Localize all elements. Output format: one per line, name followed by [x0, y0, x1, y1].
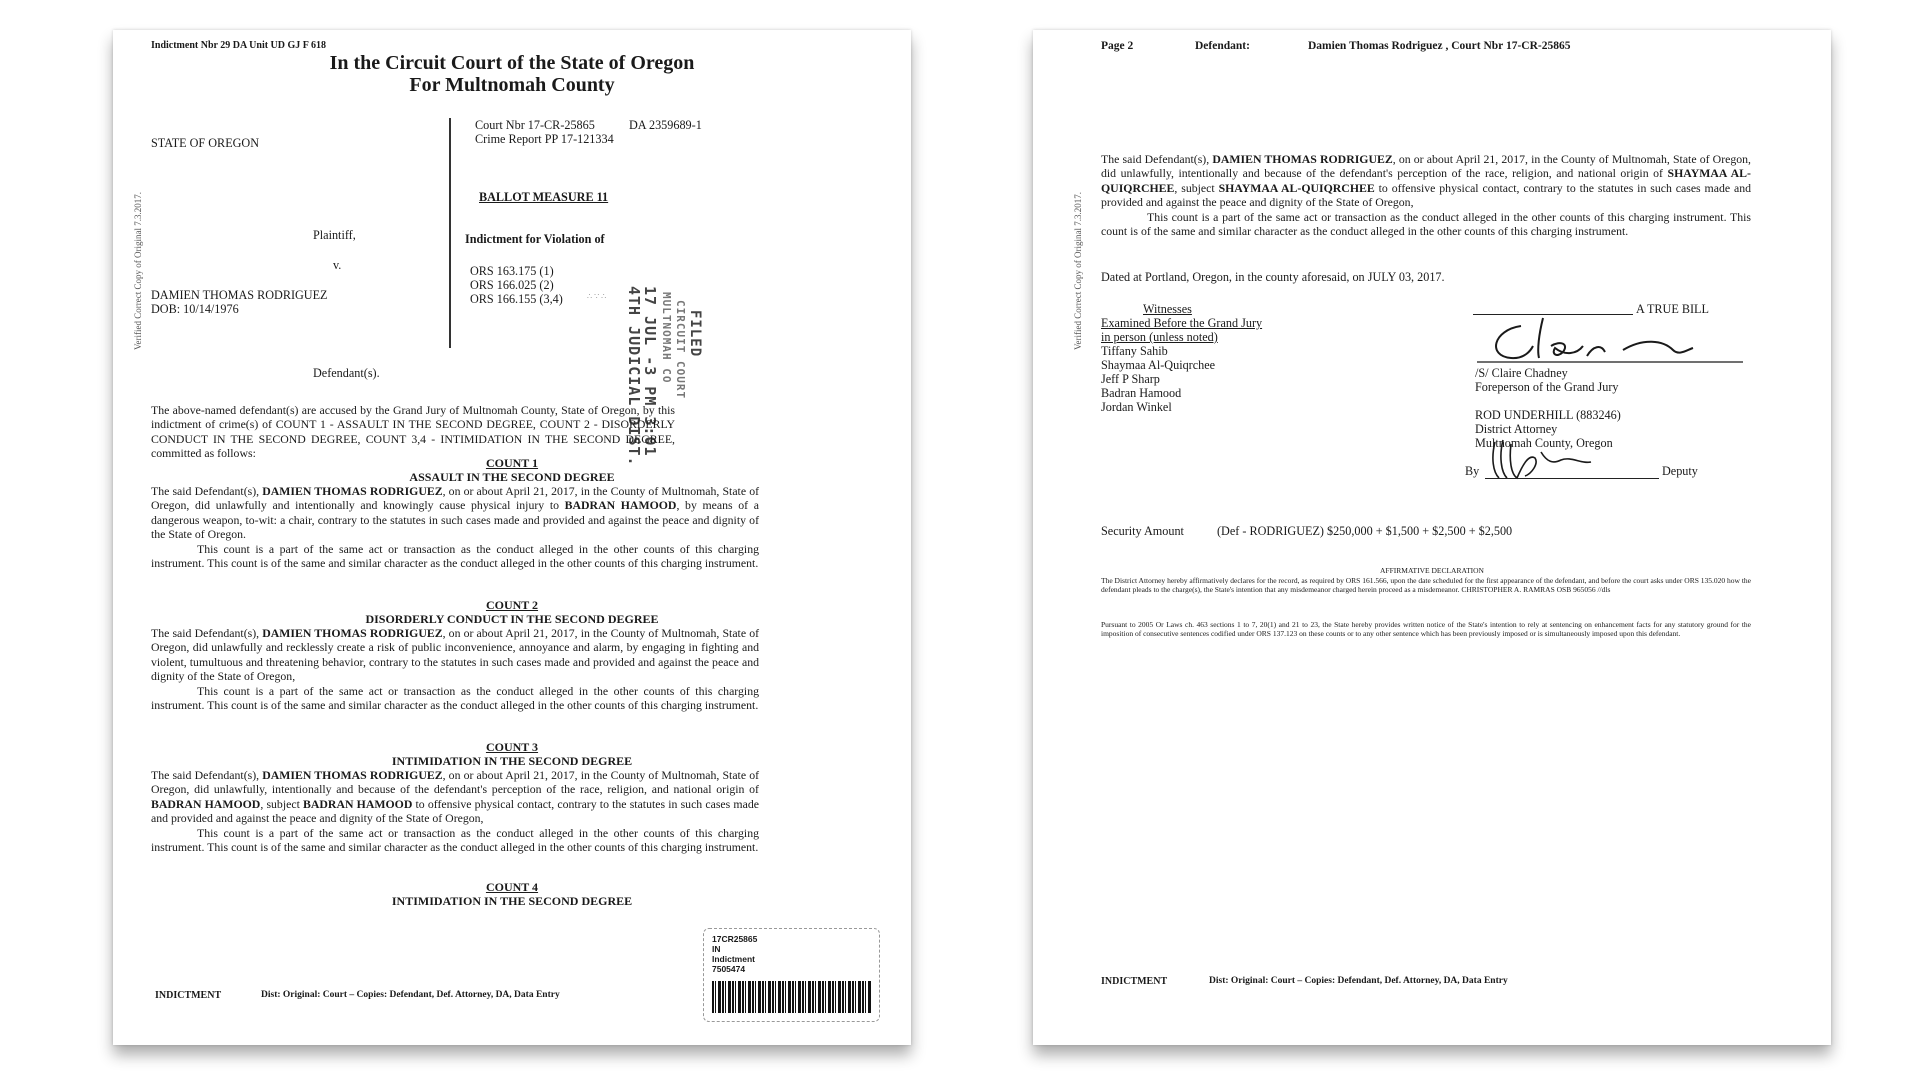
- witness-2: Shaymaa Al-Quiqrchee: [1101, 358, 1216, 372]
- count-1-body-pre: The said Defendant(s),: [151, 484, 263, 498]
- verified-copy-note: Verified Correct Copy of Original 7.3.2017.: [1073, 192, 1083, 350]
- defendant-court-number: Damien Thomas Rodriguez , Court Nbr 17-CR-25865: [1308, 40, 1571, 52]
- filed-stamp-line-4: 17 JUL -3 PM 3:01: [641, 286, 659, 457]
- witness-3: Jeff P Sharp: [1101, 372, 1160, 386]
- header-meta: Indictment Nbr 29 DA Unit UD GJ F 618: [151, 40, 327, 51]
- count-3-same-act: This count is a part of the same act or transaction as the conduct alleged in the other counts of this charging instrument. This count is of the same and similar character as the conduct alleged in the other counts of this charging instrument.: [151, 826, 759, 855]
- count-2-number: COUNT 2: [485, 598, 539, 612]
- count-4-victim: SHAYMAA AL-QUIQRCHEE: [1101, 166, 1751, 195]
- count-4-victim-2: SHAYMAA AL-QUIQRCHEE: [1218, 180, 1375, 195]
- count-3-body: [151, 768, 759, 826]
- ors-statute-3: ORS 166.155 (3,4): [470, 292, 563, 306]
- deputy-label: Deputy: [1662, 464, 1698, 478]
- intro-paragraph: The above-named defendant(s) are accused by the Grand Jury of Multnomah County, State of Oregon, by this indictment of crime(s) of COUNT 1 - ASSAULT IN THE SECOND DEGREE, COUNT 2 - DISORDERLY CONDUCT IN THE SECOND DEGREE, COUNT 3,4 - INTIMIDATION IN THE SECOND DEGREE, committed as follows:: [151, 403, 675, 461]
- indictment-page-2: [1033, 30, 1831, 1045]
- scan-artifact: ∴ ∵ ∴: [587, 292, 607, 301]
- plaintiff-name: STATE OF OREGON: [151, 136, 260, 150]
- count-4-heading: [113, 880, 911, 908]
- count-4-body-mid: , on or about April 21, 2017, in the County of Multnomah, State of Oregon, did unlawfully, intentionally and because of the defendant's perception of the race, religion, and national origin of: [1101, 152, 1752, 181]
- count-4-same-act: This count is a part of the same act or transaction as the conduct alleged in the other counts of this charging instrument. This count is of the same and similar character as the conduct alleged in the other counts of this charging instrument.: [1101, 210, 1751, 239]
- caption-divider: [449, 118, 451, 348]
- count-1-title: ASSAULT IN THE SECOND DEGREE: [409, 470, 615, 484]
- page-label: Page 2: [1101, 40, 1134, 52]
- witness-1: Tiffany Sahib: [1101, 344, 1168, 358]
- witnesses-subheading-2: in person (unless noted): [1101, 330, 1218, 344]
- count-1-defendant: DAMIEN THOMAS RODRIGUEZ: [262, 484, 443, 498]
- footer-indictment: INDICTMENT: [1101, 976, 1168, 987]
- defendant-name: DAMIEN THOMAS RODRIGUEZ: [151, 288, 328, 302]
- footer-distribution: Dist: Original: Court – Copies: Defendant, Def. Attorney, DA, Data Entry: [1209, 976, 1508, 986]
- foreperson-title: Foreperson of the Grand Jury: [1475, 380, 1619, 394]
- count-2-defendant: DAMIEN THOMAS RODRIGUEZ: [262, 626, 443, 640]
- count-4-body-pre: The said Defendant(s),: [1101, 152, 1213, 166]
- security-amount-value: (Def - RODRIGUEZ) $250,000 + $1,500 + $2,500 + $2,500: [1217, 524, 1513, 538]
- count-3-defendant: DAMIEN THOMAS RODRIGUEZ: [262, 768, 443, 782]
- plaintiff-label: Plaintiff,: [313, 228, 356, 242]
- barcode: [712, 981, 872, 1013]
- da-number: DA 2359689-1: [629, 118, 702, 132]
- count-1-victim: BADRAN HAMOOD: [564, 498, 677, 513]
- count-2-same-act: This count is a part of the same act or transaction as the conduct alleged in the other counts of this charging instrument. This count is of the same and similar character as the conduct alleged in the other counts of this charging instrument.: [151, 684, 759, 713]
- barcode-type: IN: [712, 944, 721, 954]
- count-1-number: COUNT 1: [485, 456, 539, 470]
- count-3-number: COUNT 3: [485, 740, 539, 754]
- count-2-body: [151, 626, 759, 684]
- count-3-body-mid: , on or about April 21, 2017, in the County of Multnomah, State of Oregon, did unlawfully, intentionally and because of the defendant's perception of the race, religion, and national origin of: [151, 768, 760, 797]
- filed-stamp-line-3: MULTNOMAH CO: [660, 292, 673, 384]
- count-3-body-pre: The said Defendant(s),: [151, 768, 263, 782]
- crime-report-number: Crime Report PP 17-121334: [475, 132, 614, 146]
- verified-copy-note: Verified Correct Copy of Original 7.3.2017.: [133, 192, 143, 350]
- barcode-sticker: [703, 928, 880, 1022]
- count-4-body-mid2: , subject: [1174, 180, 1219, 195]
- count-1-body: [151, 484, 759, 542]
- by-label: By: [1465, 464, 1480, 478]
- count-1-heading: [113, 456, 911, 484]
- witnesses-subheading-1: Examined Before the Grand Jury: [1101, 316, 1263, 330]
- count-3-victim: BADRAN HAMOOD: [151, 796, 261, 811]
- security-amount-label: Security Amount: [1101, 524, 1184, 538]
- enhancement-notice: Pursuant to 2005 Or Laws ch. 463 sections 1 to 7, 20(1) and 21 to 23, the State hereby provides written notice of the State's intention to rely at sentencing on enhancement facts for any statutory ground for the imposition of consecutive sentences codified under ORS 137.123 on these counts or to any other sentence which has been previously imposed or is simultaneously imposed upon this defendant.: [1101, 620, 1751, 638]
- deputy-line: [1485, 478, 1659, 479]
- indictment-for-label: Indictment for Violation of: [465, 232, 605, 246]
- dated-statement: Dated at Portland, Oregon, in the county aforesaid, on JULY 03, 2017.: [1101, 270, 1445, 284]
- barcode-case-number: 17CR25865: [712, 934, 758, 944]
- court-title-line-2: For Multnomah County: [409, 74, 615, 96]
- witnesses-heading: Witnesses: [1143, 302, 1192, 316]
- count-3-title: INTIMIDATION IN THE SECOND DEGREE: [391, 754, 633, 768]
- count-1-body-mid: , on or about April 21, 2017, in the County of Multnomah, State of Oregon, did unlawfully and intentionally and knowingly cause physical injury to: [151, 484, 760, 513]
- witness-4: Badran Hamood: [1101, 386, 1182, 400]
- witness-5: Jordan Winkel: [1101, 400, 1172, 414]
- court-number: Court Nbr 17-CR-25865: [475, 118, 595, 132]
- filed-stamp-line-5: 4TH JUDICIAL DIST.: [625, 286, 643, 467]
- count-4-defendant: DAMIEN THOMAS RODRIGUEZ: [1212, 152, 1393, 166]
- filed-stamp-line-1: FILED: [687, 310, 703, 358]
- ballot-measure: BALLOT MEASURE 11: [479, 190, 609, 204]
- ors-statute-1: ORS 163.175 (1): [470, 264, 554, 278]
- count-2-title: DISORDERLY CONDUCT IN THE SECOND DEGREE: [365, 612, 659, 626]
- count-3-body-mid2: , subject: [260, 796, 304, 811]
- count-4-body-post: to offensive physical contact, contrary to the statutes in such cases made and provided and against the peace and dignity of the State of Oregon,: [1101, 180, 1751, 210]
- da-title: District Attorney: [1475, 422, 1558, 436]
- ors-statute-2: ORS 166.025 (2): [470, 278, 554, 292]
- footer-distribution: Dist: Original: Court – Copies: Defendant, Def. Attorney, DA, Data Entry: [261, 990, 560, 1000]
- foreperson-sig-name: /S/ Claire Chadney: [1475, 366, 1568, 380]
- count-1-same-act: This count is a part of the same act or transaction as the conduct alleged in the other counts of this charging instrument. This count is of the same and similar character as the conduct alleged in the other counts of this charging instrument.: [151, 542, 759, 571]
- count-3-victim-2: BADRAN HAMOOD: [303, 796, 413, 811]
- count-3-body-post: to offensive physical contact, contrary to the statutes in such cases made and provided and against the peace and dignity of the State of Oregon,: [151, 796, 759, 826]
- barcode-doc-id: 7505474: [712, 964, 746, 974]
- count-2-body-mid: , on or about April 21, 2017, in the County of Multnomah, State of Oregon, did unlawfully and recklessly create a risk of public inconvenience, annoyance and alarm, by engaging in fighting and violent, tumultuous and threatening behavior, contrary to the statutes in such cases made and provided and against the peace and dignity of the State of Oregon,: [151, 626, 760, 684]
- count-4-number: COUNT 4: [485, 880, 539, 894]
- court-title-line-1: In the Circuit Court of the State of Oregon: [329, 52, 695, 74]
- versus-label: v.: [333, 258, 342, 272]
- barcode-doc-name: Indictment: [712, 954, 755, 964]
- affirmative-declaration-heading: AFFIRMATIVE DECLARATION: [1380, 566, 1484, 575]
- count-4-title: INTIMIDATION IN THE SECOND DEGREE: [391, 894, 633, 908]
- count-3-heading: [113, 740, 911, 768]
- da-county: Multnomah County, Oregon: [1475, 436, 1613, 450]
- da-name: ROD UNDERHILL (883246): [1475, 408, 1621, 422]
- count-4-body: [1101, 152, 1751, 210]
- defendant-dob: DOB: 10/14/1976: [151, 302, 239, 316]
- filed-stamp-line-2: CIRCUIT COURT: [674, 300, 687, 400]
- count-2-body-pre: The said Defendant(s),: [151, 626, 263, 640]
- count-2-heading: [113, 598, 911, 626]
- defendant-label: Defendant(s).: [313, 366, 380, 380]
- true-bill-label: A TRUE BILL: [1636, 302, 1709, 316]
- deputy-signature: [1481, 434, 1631, 484]
- indictment-page-1: [113, 30, 911, 1045]
- footer-indictment: INDICTMENT: [155, 990, 222, 1001]
- affirmative-declaration-text: The District Attorney hereby affirmatively declares for the record, as required by ORS 161.566, upon the date scheduled for the first appearance of the defendant, and before the court asks under ORS 135.020 how the defendant pleads to the charge(s), the State's intention that any misdemeanor charged herein proceed as a misdemeanor. CHRISTOPHER A. RAMRAS OSB 965056 //dls: [1101, 576, 1751, 594]
- count-1-body-post: , by means of a dangerous weapon, to-wit: a chair, contrary to the statutes in such cases made and provided and against the peace and dignity of the State of Oregon.: [151, 498, 759, 542]
- defendant-label: Defendant:: [1195, 40, 1250, 52]
